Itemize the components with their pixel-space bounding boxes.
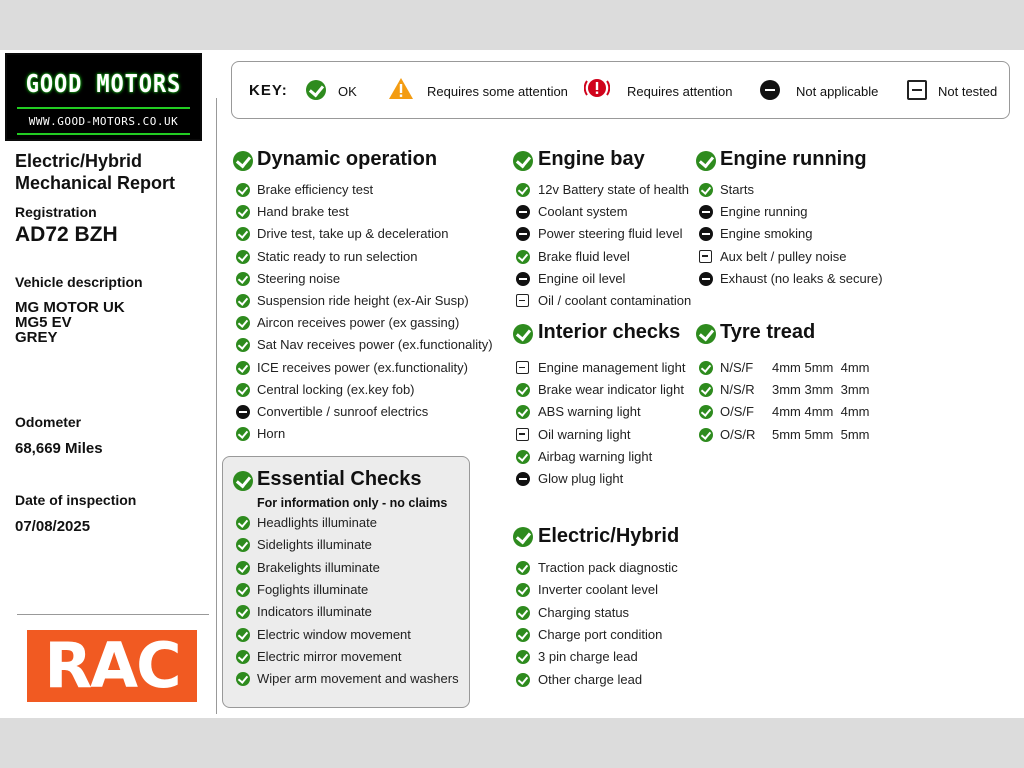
not-tested-icon xyxy=(516,361,529,374)
check-item-label: Aircon receives power (ex gassing) xyxy=(257,315,460,331)
check-item-label: Airbag warning light xyxy=(538,448,653,464)
key-title: KEY: xyxy=(249,82,288,99)
interior-checks-check-icon xyxy=(513,324,533,344)
check-item-label: Wiper arm movement and washers xyxy=(257,671,459,687)
ok-check-icon xyxy=(516,383,530,397)
ok-check-icon xyxy=(699,361,713,375)
registration-value: AD72 BZH xyxy=(15,223,118,246)
not-applicable-icon xyxy=(236,405,250,419)
essential-checks-check-icon xyxy=(233,471,253,491)
ok-check-icon xyxy=(236,272,250,286)
rac-logo-text: RAC xyxy=(44,629,180,702)
report-title-line2: Mechanical Report xyxy=(15,173,176,193)
check-item-label: Power steering fluid level xyxy=(538,226,683,242)
inspection-date-value: 07/08/2025 xyxy=(15,518,91,535)
odometer-value: 68,669 Miles xyxy=(15,440,103,457)
key-attention-label: Requires attention xyxy=(627,84,733,99)
ok-check-icon xyxy=(236,650,250,664)
check-item-label: Indicators illuminate xyxy=(257,604,372,620)
check-item-label: Glow plug light xyxy=(538,471,624,486)
engine-bay-check-icon xyxy=(513,151,533,171)
tyre-tread-check-icon xyxy=(696,324,716,344)
check-item-label: ABS warning light xyxy=(538,404,641,420)
not-applicable-icon xyxy=(516,472,530,486)
tyre-position: N/S/R xyxy=(720,382,755,398)
check-item-label: Oil / coolant contamination xyxy=(538,293,692,308)
check-item-label: Brake efficiency test xyxy=(257,182,374,197)
not-tested-icon xyxy=(516,294,529,307)
key-some-attention-label: Requires some attention xyxy=(427,84,568,99)
tyre-readings: 5mm 5mm 5mm xyxy=(772,426,870,442)
report-title-line1: Electric/Hybrid xyxy=(15,151,143,171)
dynamic-operation-title: Dynamic operation xyxy=(257,148,438,170)
vehicle-model: MG5 EV xyxy=(15,314,72,331)
ok-check-icon xyxy=(236,338,250,352)
check-item-label: Traction pack diagnostic xyxy=(538,560,678,575)
tyre-readings: 4mm 4mm 4mm xyxy=(772,404,870,420)
ok-check-icon xyxy=(236,516,250,530)
check-item-label: Convertible / sunroof electrics xyxy=(257,404,429,419)
not-tested-icon xyxy=(699,250,712,263)
tyre-readings: 4mm 5mm 4mm xyxy=(772,360,870,375)
ok-check-icon xyxy=(516,250,530,264)
tyre-position: N/S/F xyxy=(720,360,754,375)
ok-check-icon xyxy=(236,583,250,597)
ok-check-icon xyxy=(516,450,530,464)
report-title xyxy=(15,150,175,194)
vehicle-colour: GREY xyxy=(15,329,58,346)
check-item-label: Electric mirror movement xyxy=(257,648,402,664)
ok-check-icon xyxy=(699,405,713,419)
check-item-label: Inverter coolant level xyxy=(538,582,658,598)
ok-check-icon xyxy=(236,183,250,197)
logo-url: WWW.GOOD-MOTORS.CO.UK xyxy=(28,115,179,128)
inspection-date-label: Date of inspection xyxy=(15,492,137,508)
check-item-label: Engine running xyxy=(720,204,808,220)
check-item-label: Charge port condition xyxy=(538,626,663,642)
ok-check-icon xyxy=(236,294,250,308)
check-item-label: Central locking (ex.key fob) xyxy=(257,381,415,397)
ok-check-icon xyxy=(516,673,530,687)
essential-checks-title: Essential Checks xyxy=(257,468,422,490)
check-item-label: Charging status xyxy=(538,604,630,620)
ok-check-icon xyxy=(236,205,250,219)
check-item-label: Exhaust (no leaks & secure) xyxy=(720,270,883,286)
tyre-readings: 3mm 3mm 3mm xyxy=(772,382,870,398)
engine-running-check-icon xyxy=(696,151,716,171)
check-item-label: Electric window movement xyxy=(257,626,411,642)
check-item-label: Foglights illuminate xyxy=(257,581,369,597)
ok-check-icon xyxy=(236,316,250,330)
ok-check-icon xyxy=(236,672,250,686)
check-item-label: Hand brake test xyxy=(257,204,349,220)
check-item-label: Steering noise xyxy=(257,270,341,286)
not-applicable-icon xyxy=(699,227,713,241)
check-item-label: Aux belt / pulley noise xyxy=(720,248,847,264)
engine-running-title: Engine running xyxy=(720,148,867,170)
sidebar-divider xyxy=(17,614,209,615)
warning-triangle-icon xyxy=(388,77,414,100)
check-item-label: Sat Nav receives power (ex.functionality) xyxy=(257,337,493,353)
tyre-position: O/S/R xyxy=(720,426,756,442)
not-applicable-icon xyxy=(699,205,713,219)
check-item-label: Brake fluid level xyxy=(538,248,630,264)
check-item-label: Static ready to run selection xyxy=(257,248,418,264)
rac-logo xyxy=(27,630,197,702)
electric-hybrid-title: Electric/Hybrid xyxy=(538,525,680,547)
check-item-label: Other charge lead xyxy=(538,671,643,687)
check-item-label: Brakelights illuminate xyxy=(257,559,380,575)
ok-check-icon xyxy=(699,383,713,397)
ok-check-icon xyxy=(516,183,530,197)
dynamic-operation-check-icon xyxy=(233,151,253,171)
not-applicable-icon xyxy=(760,80,780,100)
logo-divider xyxy=(17,107,190,109)
check-item-label: Engine smoking xyxy=(720,226,813,242)
ok-check-icon xyxy=(699,183,713,197)
ok-check-icon xyxy=(236,561,250,575)
tyre-position: O/S/F xyxy=(720,404,754,420)
engine-bay-title: Engine bay xyxy=(538,148,645,170)
check-item-label: Coolant system xyxy=(538,204,628,220)
not-applicable-icon xyxy=(699,272,713,286)
report-sheet xyxy=(0,50,1024,718)
vehicle-make: MG MOTOR UK xyxy=(15,299,125,316)
vehicle-description-label: Vehicle description xyxy=(15,274,143,290)
tyre-tread-title: Tyre tread xyxy=(720,321,816,343)
registration-label: Registration xyxy=(15,204,97,220)
ok-check-icon xyxy=(236,427,250,441)
interior-checks-title: Interior checks xyxy=(538,321,681,343)
electric-hybrid-check-icon xyxy=(513,527,533,547)
ok-check-icon xyxy=(516,628,530,642)
check-item-label: Engine management light xyxy=(538,360,686,375)
not-applicable-icon xyxy=(516,205,530,219)
ok-check-icon xyxy=(699,428,713,442)
odometer-label: Odometer xyxy=(15,414,82,430)
not-tested-icon xyxy=(516,428,529,441)
not-applicable-icon xyxy=(516,227,530,241)
check-item-label: 12v Battery state of health xyxy=(538,182,690,197)
check-item-label: Oil warning light xyxy=(538,426,631,442)
check-item-label: Engine oil level xyxy=(538,270,626,286)
ok-check-icon xyxy=(516,606,530,620)
check-item-label: Suspension ride height (ex-Air Susp) xyxy=(257,293,469,308)
check-item-label: Headlights illuminate xyxy=(257,515,377,530)
check-item-label: ICE receives power (ex.functionality) xyxy=(257,359,468,375)
ok-check-icon xyxy=(236,383,250,397)
ok-check-icon xyxy=(236,628,250,642)
check-item-label: Horn xyxy=(257,426,286,442)
key-ok-label: OK xyxy=(338,84,357,99)
ok-check-icon xyxy=(236,250,250,264)
check-item-label: Drive test, take up & deceleration xyxy=(257,226,449,242)
check-item-label: Starts xyxy=(720,182,754,197)
ok-check-icon xyxy=(516,405,530,419)
attention-alert-icon xyxy=(584,76,610,100)
ok-check-icon xyxy=(516,650,530,664)
logo-divider-bottom xyxy=(17,133,190,135)
column-divider xyxy=(216,98,217,714)
ok-check-icon xyxy=(236,361,250,375)
check-item-label: Sidelights illuminate xyxy=(257,537,372,553)
not-applicable-icon xyxy=(516,272,530,286)
status-key xyxy=(231,61,1010,119)
check-item-label: Brake wear indicator light xyxy=(538,382,684,398)
check-item-label: 3 pin charge lead xyxy=(538,649,638,665)
ok-check-icon xyxy=(236,227,250,241)
not-tested-icon xyxy=(907,80,927,100)
good-motors-logo xyxy=(5,53,202,141)
ok-check-icon xyxy=(516,583,530,597)
key-not-tested-label: Not tested xyxy=(938,84,998,99)
logo-name: GOOD MOTORS xyxy=(25,69,182,98)
ok-check-icon xyxy=(516,561,530,575)
vehicle-description xyxy=(15,300,125,345)
essential-checks-subtitle: For information only - no claims xyxy=(257,496,448,510)
ok-check-icon xyxy=(306,80,326,100)
key-not-applicable-label: Not applicable xyxy=(796,84,879,99)
